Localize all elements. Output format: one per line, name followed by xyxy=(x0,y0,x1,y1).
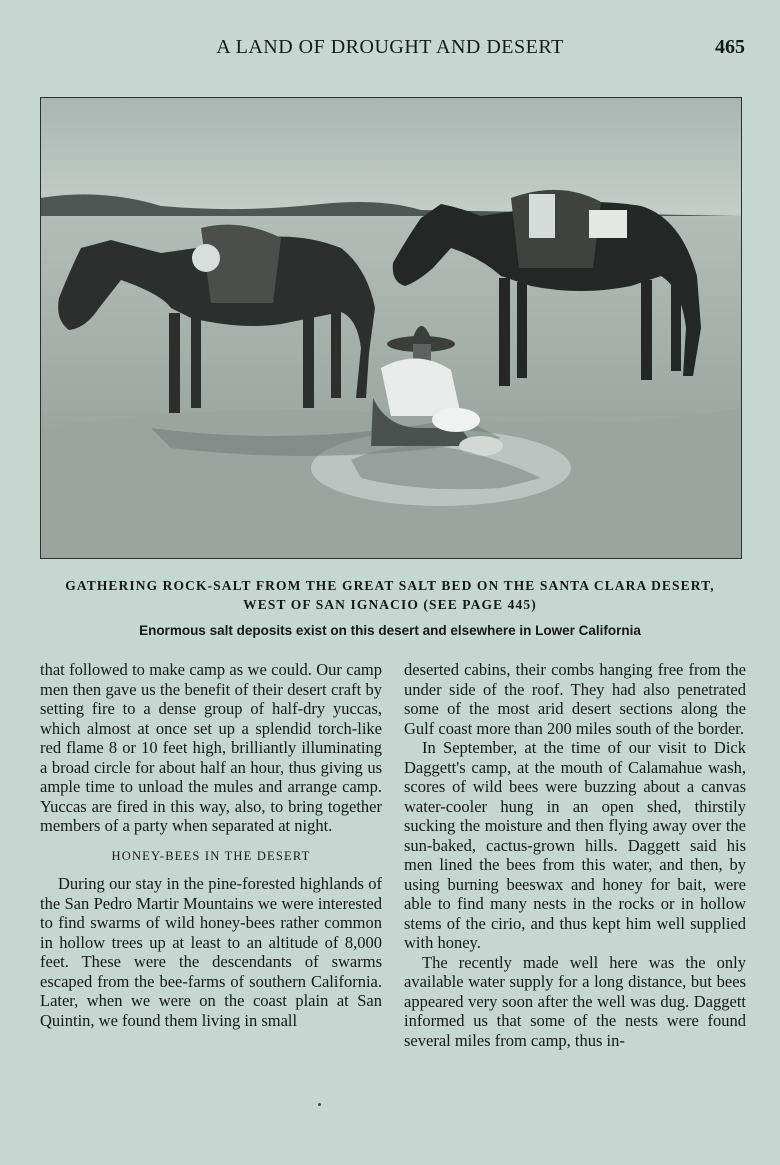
running-head: A LAND OF DROUGHT AND DESERT xyxy=(216,36,564,58)
right-paragraph-2: In September, at the time of our visit to Dick Daggett's camp, at the mouth of Calamahue wash, scores of wild bees were buzzing about a canvas water-cooler hung in an open shed, thirstily sucking the moisture and then flying away over the sun-baked, cactus-grown hills. Daggett said his men lined the bees from this water, and then, by using burning beeswax and honey for bait, were able to find many nests in the rocks or in hollow stems of the cirio, and thus kept him well supplied with honey. xyxy=(404,738,746,952)
figure-caption-line-1: GATHERING ROCK-SALT FROM THE GREAT SALT BED ON THE SANTA CLARA DESERT, xyxy=(65,578,715,593)
page-number: 465 xyxy=(715,36,745,58)
right-paragraph-1: deserted cabins, their combs hanging free from the under side of the roof. They had also penetrated some of the most arid desert sections along the Gulf coast more than 200 miles south of the border. xyxy=(404,660,746,738)
left-column xyxy=(40,660,382,1030)
photo-illustration xyxy=(41,98,741,558)
section-heading-honey-bees: HONEY-BEES IN THE DESERT xyxy=(111,848,311,863)
photograph-mules-salt-bed xyxy=(40,97,742,559)
left-paragraph-2: During our stay in the pine-forested highlands of the San Pedro Martir Mountains we were interested to find swarms of wild honey-bees rather common in hollow trees up at least to an altitude of 8,000 feet. These were the descendants of swarms escaped from the bee-farms of southern California. Later, when we were on the coast plain at San Quintin, we found them living in small xyxy=(40,874,382,1030)
left-paragraph-1: that followed to make camp as we could. Our camp men then gave us the benefit of their desert craft by setting fire to a dense group of half-dry yuccas, which almost at once set up a splendid torch-like red flame 8 or 10 feet high, brilliantly illuminating a broad circle for about half an hour, thus giving us ample time to unload the mules and arrange camp. Yuccas are fired in this way, also, to bring together members of a party when separated at night. xyxy=(40,660,382,835)
figure-caption-line-2: WEST OF SAN IGNACIO (SEE PAGE 445) xyxy=(243,597,537,612)
figure-subcaption: Enormous salt deposits exist on this desert and elsewhere in Lower California xyxy=(139,623,641,638)
right-paragraph-3: The recently made well here was the only available water supply for a long distance, but bees appeared very soon after the well was dug. Daggett informed us that some of the nests were found several miles from camp, thus in- xyxy=(404,952,746,1050)
print-speck xyxy=(318,1103,321,1106)
right-column xyxy=(404,660,746,1050)
